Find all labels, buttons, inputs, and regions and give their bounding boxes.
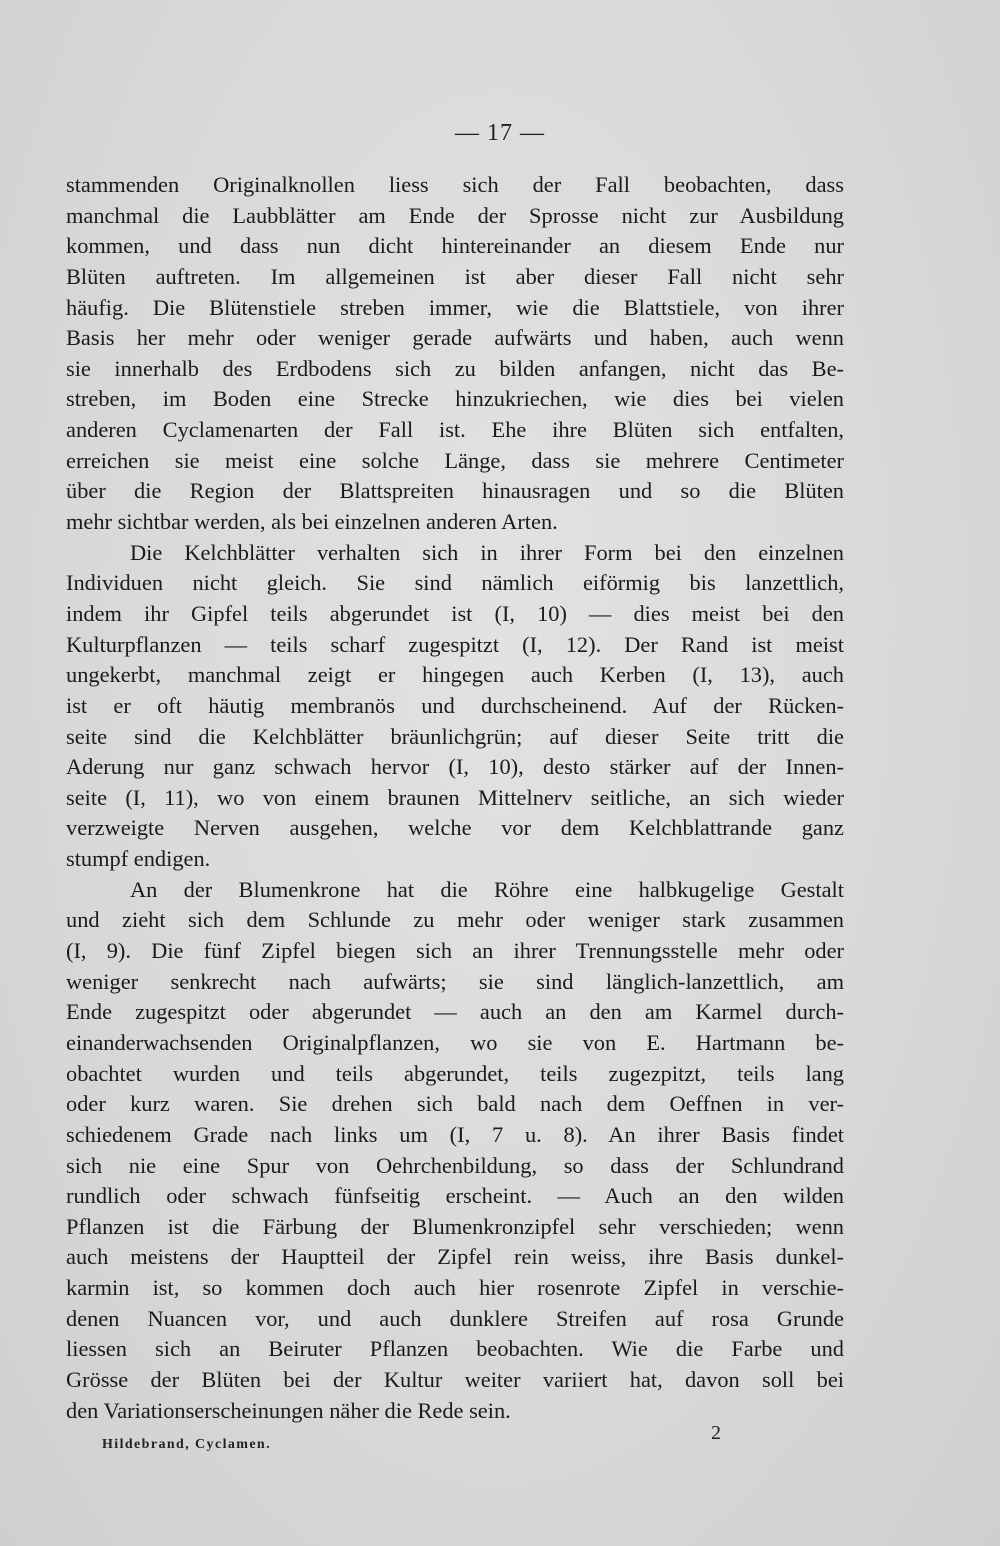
- text-line: Blüten auftreten. Im allgemeinen ist aber dieser Fall nicht sehr: [66, 263, 844, 289]
- text-line: anderen Cyclamenarten der Fall ist. Ehe ihre Blüten sich entfalten,: [66, 417, 844, 443]
- text-line: (I, 9). Die fünf Zipfel biegen sich an ihrer Trennungsstelle mehr oder: [66, 938, 844, 964]
- text-line: streben, im Boden eine Strecke hinzukriechen, wie dies bei vielen: [66, 386, 844, 412]
- text-line: schiedenem Grade nach links um (I, 7 u. 8). An ihrer Basis findet: [66, 1121, 844, 1147]
- text-line: denen Nuancen vor, und auch dunklere Streifen auf rosa Grunde: [66, 1305, 844, 1331]
- text-line: kommen, und dass nun dicht hintereinander an diesem Ende nur: [66, 233, 844, 259]
- text-line: An der Blumenkrone hat die Röhre eine halbkugelige Gestalt: [130, 876, 844, 902]
- text-line: obachtet wurden und teils abgerundet, teils zugezpitzt, teils lang: [66, 1060, 844, 1086]
- text-line: Die Kelchblätter verhalten sich in ihrer Form bei den einzelnen: [130, 539, 844, 565]
- text-line: sie innerhalb des Erdbodens sich zu bilden anfangen, nicht das Be-: [66, 355, 844, 381]
- text-line: sich nie eine Spur von Oehrchenbildung, so dass der Schlundrand: [66, 1152, 844, 1178]
- text-line: indem ihr Gipfel teils abgerundet ist (I, 10) — dies meist bei den: [66, 600, 844, 626]
- page-number: — 17 —: [455, 120, 545, 146]
- text-line: Pflanzen ist die Färbung der Blumenkronzipfel sehr verschieden; wenn: [66, 1213, 844, 1239]
- text-line: liessen sich an Beiruter Pflanzen beobachten. Wie die Farbe und: [66, 1336, 844, 1362]
- text-line: rundlich oder schwach fünfseitig erscheint. — Auch an den wilden: [66, 1183, 844, 1209]
- text-line: verzweigte Nerven ausgehen, welche vor dem Kelchblattrande ganz: [66, 815, 844, 841]
- text-line: oder kurz waren. Sie drehen sich bald nach dem Oeffnen in ver-: [66, 1091, 844, 1117]
- text-line: stammenden Originalknollen liess sich der Fall beobachten, dass: [66, 172, 844, 197]
- text-line: Kulturpflanzen — teils scharf zugespitzt (I, 12). Der Rand ist meist: [66, 631, 844, 657]
- text-line: einanderwachsenden Originalpflanzen, wo sie von E. Hartmann be-: [66, 1029, 844, 1055]
- text-line: über die Region der Blattspreiten hinausragen und so die Blüten: [66, 478, 844, 504]
- text-line: und zieht sich dem Schlunde zu mehr oder weniger stark zusammen: [66, 907, 844, 933]
- text-line: ist er oft häutig membranös und durchscheinend. Auf der Rücken-: [66, 692, 844, 718]
- text-line: Individuen nicht gleich. Sie sind nämlich eiförmig bis lanzettlich,: [66, 570, 844, 596]
- text-line: häufig. Die Blütenstiele streben immer, wie die Blattstiele, von ihrer: [66, 294, 844, 320]
- text-line: seite sind die Kelchblätter bräunlichgrün; auf dieser Seite tritt die: [66, 723, 844, 749]
- text-line: stumpf endigen.: [66, 846, 211, 872]
- text-line: karmin ist, so kommen doch auch hier rosenrote Zipfel in verschie-: [66, 1275, 844, 1301]
- text-line: auch meistens der Hauptteil der Zipfel rein weiss, ihre Basis dunkel-: [66, 1244, 844, 1270]
- text-line: manchmal die Laubblätter am Ende der Sprosse nicht zur Ausbildung: [66, 202, 844, 228]
- text-line: mehr sichtbar werden, als bei einzelnen anderen Arten.: [66, 509, 558, 535]
- text-line: Basis her mehr oder weniger gerade aufwärts und haben, auch wenn: [66, 325, 844, 351]
- text-line: weniger senkrecht nach aufwärts; sie sind länglich-lanzettlich, am: [66, 968, 844, 994]
- text-line: Aderung nur ganz schwach hervor (I, 10), desto stärker auf der Innen-: [66, 754, 844, 780]
- text-line: seite (I, 11), wo von einem braunen Mittelnerv seitliche, an sich wieder: [66, 784, 844, 810]
- body-text: [66, 170, 844, 1426]
- text-line: ungekerbt, manchmal zeigt er hingegen auch Kerben (I, 13), auch: [66, 662, 844, 688]
- text-line: Ende zugespitzt oder abgerundet — auch an den am Karmel durch-: [66, 999, 844, 1025]
- text-line: den Variationserscheinungen näher die Rede sein.: [66, 1397, 511, 1423]
- sheet-number: 2: [711, 1422, 721, 1444]
- text-line: Grösse der Blüten bei der Kultur weiter variiert hat, davon soll bei: [66, 1366, 844, 1392]
- text-line: erreichen sie meist eine solche Länge, dass sie mehrere Centimeter: [66, 447, 844, 473]
- footer-signature: Hildebrand, Cyclamen.: [102, 1437, 272, 1452]
